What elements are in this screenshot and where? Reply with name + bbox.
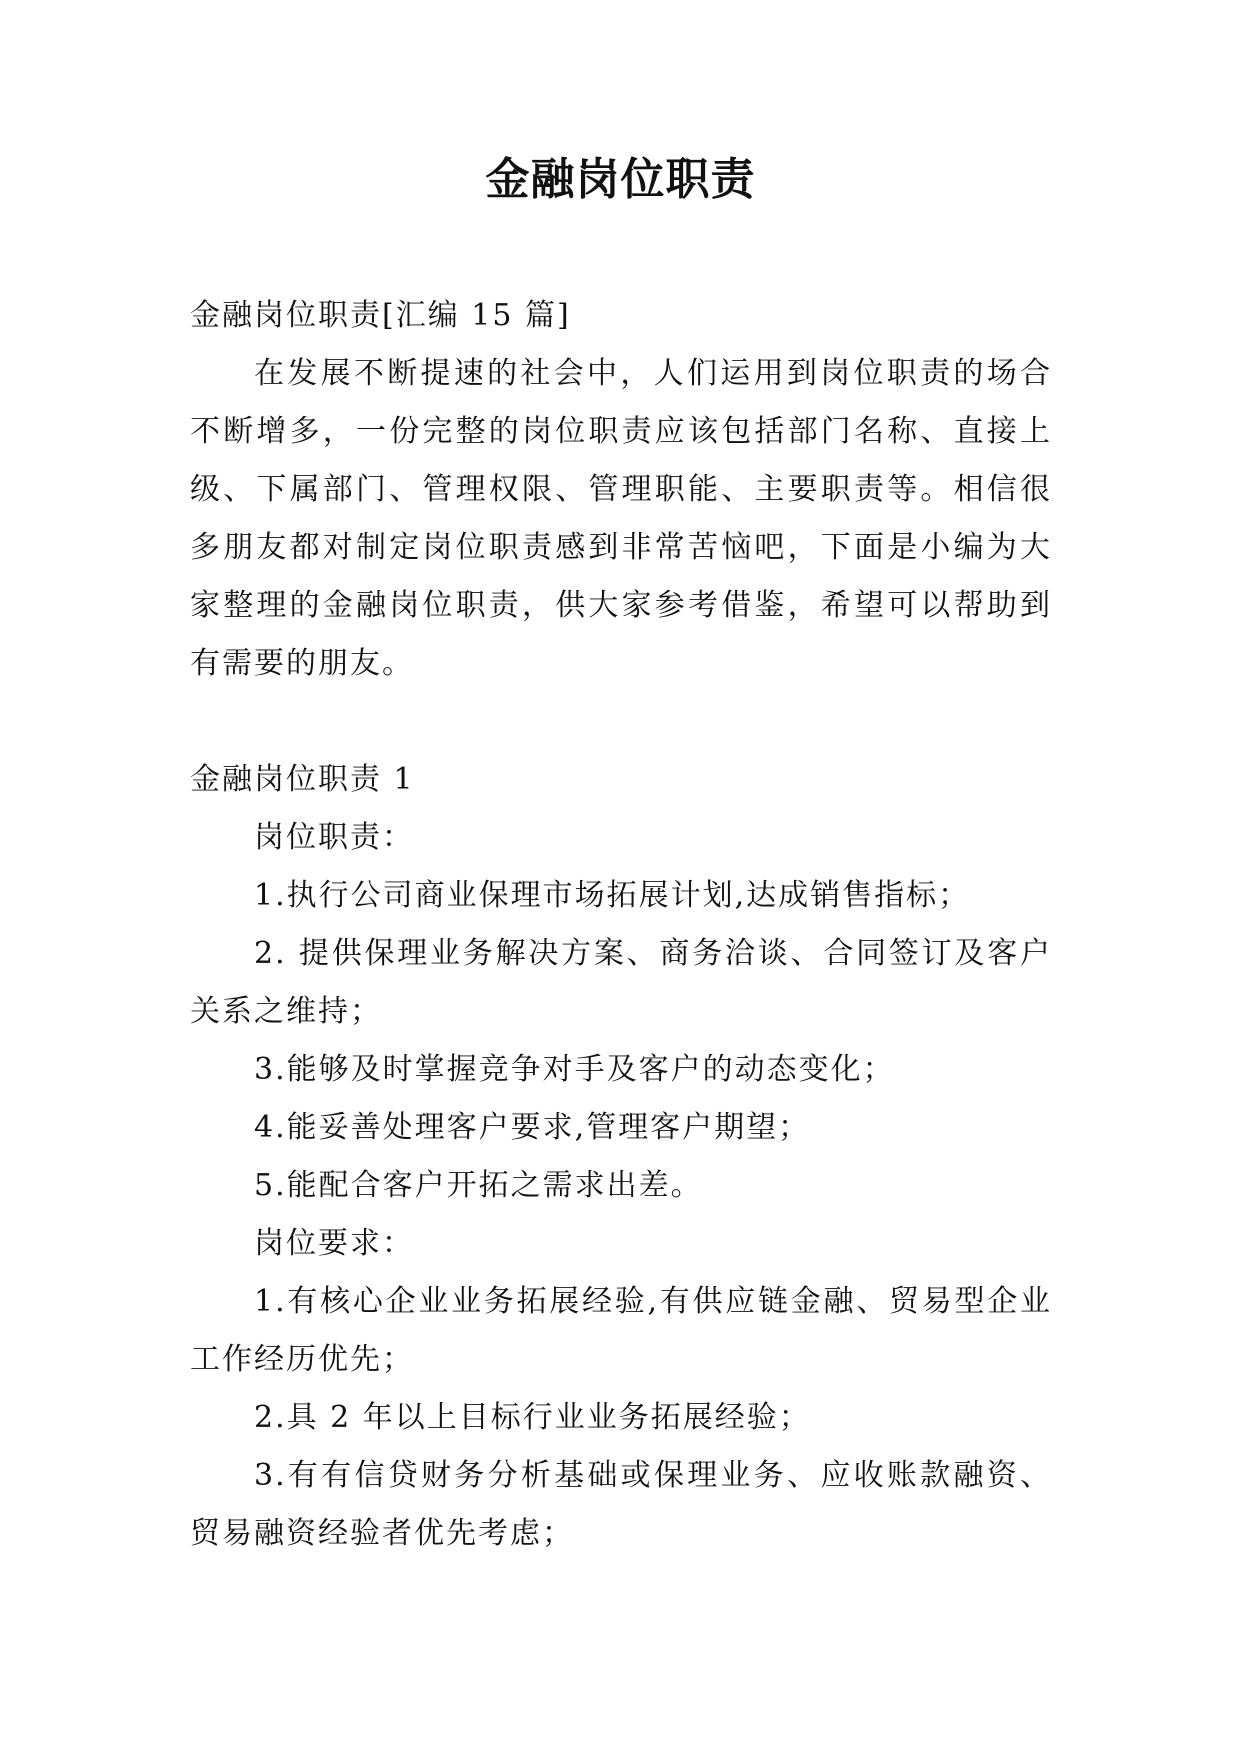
duty-item: 5.能配合客户开拓之需求出差。 <box>254 1168 703 1203</box>
requirement-item: 2.具 2 年以上目标行业业务拓展经验； <box>254 1400 811 1435</box>
paragraph-spacer <box>190 693 1052 751</box>
duty-item: 3.能够及时掌握竞争对手及客户的动态变化； <box>254 1052 895 1087</box>
duty-item: 2. 提供保理业务解决方案、商务洽谈、合同签订及客户关系之维持； <box>190 936 1052 1029</box>
duties-label: 岗位职责： <box>254 820 414 855</box>
document-subtitle: 金融岗位职责[汇编 15 篇] <box>190 298 571 333</box>
requirements-label: 岗位要求： <box>254 1226 414 1261</box>
intro-paragraph: 在发展不断提速的社会中，人们运用到岗位职责的场合不断增多，一份完整的岗位职责应该包括部门名称、直接上级、下属部门、管理权限、管理职能、主要职责等。相信很多朋友都对制定岗位职责感到非常苦恼吧，下面是小编为大家整理的金融岗位职责，供大家参考借鉴，希望可以帮助到有需要的朋友。 <box>190 356 1052 681</box>
document-title: 金融岗位职责 <box>485 154 756 205</box>
requirement-item: 3.有有信贷财务分析基础或保理业务、应收账款融资、贸易融资经验者优先考虑； <box>190 1458 1052 1551</box>
document-body <box>190 287 1052 1563</box>
duty-item: 4.能妥善处理客户要求,管理客户期望； <box>254 1110 811 1145</box>
section-heading: 金融岗位职责 1 <box>190 762 415 797</box>
duty-item: 1.执行公司商业保理市场拓展计划,达成销售指标； <box>254 878 971 913</box>
requirement-item: 1.有核心企业业务拓展经验,有供应链金融、贸易型企业工作经历优先； <box>190 1284 1052 1377</box>
